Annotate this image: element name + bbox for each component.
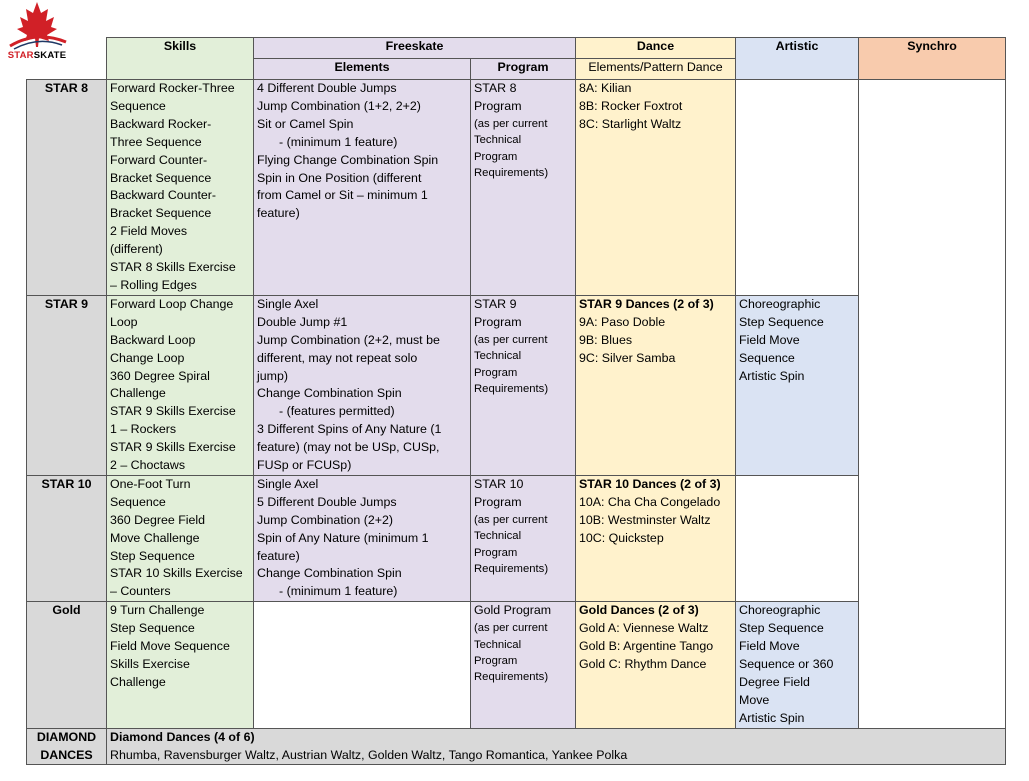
diamond-dances: Diamond Dances (4 of 6) Rhumba, Ravensburger Waltz, Austrian Waltz, Golden Waltz, Tango Romantica, Yankee Polka [107,728,1006,765]
gold-elements [254,602,471,728]
star-program-table [26,37,1006,765]
star9-program: STAR 9 Program (as per current Technical Program Requirements) [471,295,576,475]
row-star8 [27,80,1006,296]
header-dance-sub: Elements/Pattern Dance [576,59,736,80]
header-skills: Skills [107,38,254,80]
star10-program: STAR 10 Program (as per current Technical Program Requirements) [471,475,576,601]
row-diamond [27,728,1006,765]
row-label-diamond: DIAMOND DANCES [27,728,107,765]
header-elements: Elements [254,59,471,80]
star10-dance: STAR 10 Dances (2 of 3) 10A: Cha Cha Congelado 10B: Westminster Waltz 10C: Quickstep [576,475,736,601]
star9-elements: Single Axel Double Jump #1 Jump Combination (2+2, must be different, may not repeat solo jump) Change Combination Spin - (features permitted) 3 Different Spins of Any Nature (1 feature) (may not be USp, CUSp, FUSp or FCUSp) [254,295,471,475]
header-artistic: Artistic [736,38,859,80]
synchro-column [859,80,1006,729]
star10-skills: One-Foot Turn Sequence 360 Degree Field Move Challenge Step Sequence STAR 10 Skills Exercise – Counters [107,475,254,601]
header-dance: Dance [576,38,736,59]
header-program: Program [471,59,576,80]
star10-artistic [736,475,859,601]
gold-dance: Gold Dances (2 of 3) Gold A: Viennese Waltz Gold B: Argentine Tango Gold C: Rhythm Dance [576,602,736,728]
star8-skills: Forward Rocker-Three Sequence Backward Rocker- Three Sequence Forward Counter- Bracket Sequence Backward Counter- Bracket Sequence 2 Field Moves (different) STAR 8 Skills Exercise – Rolling Edges [107,80,254,296]
row-label-star8: STAR 8 [27,80,107,296]
star9-artistic: Choreographic Step Sequence Field Move Sequence Artistic Spin [736,295,859,475]
header-freeskate: Freeskate [254,38,576,59]
row-label-gold: Gold [27,602,107,728]
logo-wordmark: STARSKATE [7,50,67,61]
star8-program: STAR 8 Program (as per current Technical Program Requirements) [471,80,576,296]
star8-dance: 8A: Kilian 8B: Rocker Foxtrot 8C: Starlight Waltz [576,80,736,296]
header-synchro: Synchro [859,38,1006,80]
star9-skills: Forward Loop Change Loop Backward Loop Change Loop 360 Degree Spiral Challenge STAR 9 Skills Exercise 1 – Rockers STAR 9 Skills Exercise 2 – Choctaws [107,295,254,475]
gold-program: Gold Program (as per current Technical Program Requirements) [471,602,576,728]
gold-artistic: Choreographic Step Sequence Field Move Sequence or 360 Degree Field Move Artistic Spin [736,602,859,728]
gold-skills: 9 Turn Challenge Step Sequence Field Move Sequence Skills Exercise Challenge [107,602,254,728]
row-label-star9: STAR 9 [27,295,107,475]
star10-elements: Single Axel 5 Different Double Jumps Jump Combination (2+2) Spin of Any Nature (minimum 1 feature) Change Combination Spin - (minimum 1 feature) [254,475,471,601]
star8-artistic [736,80,859,296]
star9-dance: STAR 9 Dances (2 of 3) 9A: Paso Doble 9B: Blues 9C: Silver Samba [576,295,736,475]
corner-blank [27,38,107,80]
star8-elements: 4 Different Double Jumps Jump Combination (1+2, 2+2) Sit or Camel Spin - (minimum 1 feature) Flying Change Combination Spin Spin in One Position (different from Camel or Sit – minimum 1 feature) [254,80,471,296]
row-label-star10: STAR 10 [27,475,107,601]
